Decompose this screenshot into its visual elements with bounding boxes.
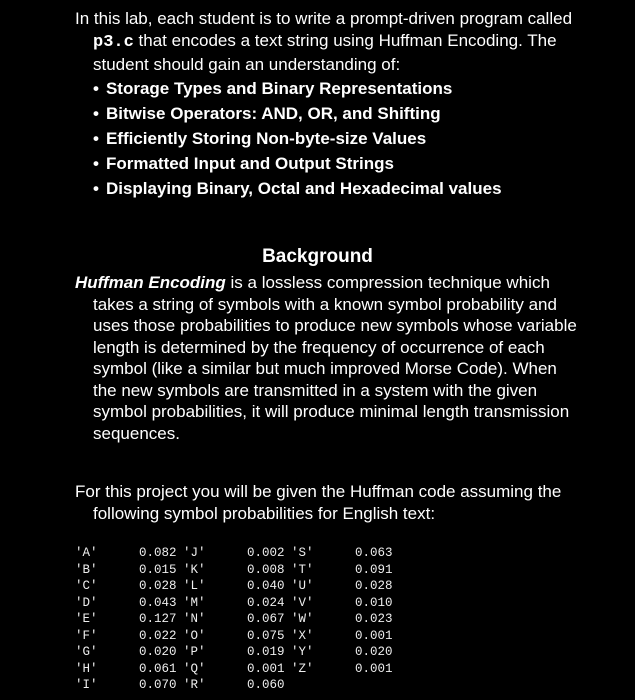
symbol-cell: 'C' [75,579,98,593]
intro-text-start: In this lab, each student is to write a prompt-driven program called [75,9,573,28]
probability-cell: 0.043 [139,595,177,610]
probability-cell: 0.023 [355,612,393,626]
symbol-cell: 'R' [183,678,206,692]
probability-cell: 0.022 [139,628,177,643]
intro-paragraph [75,8,595,76]
table-row [75,545,399,562]
objective-item: • Bitwise Operators: AND, OR, and Shifting [93,101,595,126]
symbol-cell: 'T' [291,562,314,577]
background-paragraph [75,272,583,444]
probability-cell: 0.019 [247,645,285,659]
symbol-cell: 'I' [75,678,98,692]
symbol-cell: 'X' [291,628,314,643]
symbol-cell: 'L' [183,579,206,593]
program-name: p3.c [93,33,134,52]
intro-section [75,8,595,201]
probability-cell: 0.063 [355,546,393,560]
probability-cell: 0.008 [247,562,285,577]
probability-cell: 0.070 [139,678,177,692]
symbol-cell: 'P' [183,645,206,659]
probability-cell: 0.020 [355,645,393,659]
objective-item: • Formatted Input and Output Strings [93,151,595,176]
symbol-cell: 'H' [75,661,98,676]
symbol-cell: 'E' [75,612,98,626]
probability-cell: 0.002 [247,546,285,560]
symbol-cell: 'V' [291,595,314,610]
probability-cell: 0.091 [355,562,393,577]
probability-cell: 0.061 [139,661,177,676]
symbol-cell: 'W' [291,612,314,626]
intro-text-end: that encodes a text string using Huffman Encoding. The student should gain an understanding of: [93,31,557,74]
objective-item: • Efficiently Storing Non-byte-size Values [93,126,595,151]
probability-cell: 0.040 [247,579,285,593]
probability-cell: 0.020 [139,645,177,659]
symbol-cell: 'Z' [291,661,314,676]
symbol-cell [291,677,355,694]
symbol-cell: 'Y' [291,645,314,659]
symbol-cell: 'N' [183,612,206,626]
huffman-term: Huffman Encoding [75,273,226,292]
symbol-cell: 'A' [75,546,98,560]
project-paragraph: For this project you will be given the Huffman code assuming the following symbol probabilities for English text: [75,482,562,523]
table-row [75,661,399,678]
symbol-cell: 'O' [183,628,206,643]
probability-cell: 0.075 [247,628,285,643]
objectives-list [75,76,595,201]
probability-cell: 0.127 [139,612,177,626]
symbol-cell: 'S' [291,546,314,560]
probability-cell: 0.015 [139,562,177,577]
table-row [75,595,399,612]
background-heading: Background [262,246,373,267]
objective-item: • Storage Types and Binary Representations [93,76,595,101]
probability-cell: 0.082 [139,546,177,560]
symbol-cell: 'J' [183,546,206,560]
symbol-cell: 'U' [291,579,314,593]
probability-cell: 0.001 [247,661,285,676]
probability-cell: 0.060 [247,678,285,692]
table-row [75,677,399,694]
symbol-cell: 'B' [75,562,98,577]
probability-cell: 0.010 [355,595,393,610]
probability-table [75,545,399,694]
symbol-cell: 'G' [75,645,98,659]
table-row [75,611,399,628]
probability-cell: 0.001 [355,628,393,643]
objective-item: • Displaying Binary, Octal and Hexadecimal values [93,176,595,201]
symbol-cell: 'M' [183,595,206,610]
probability-cell: 0.028 [139,579,177,593]
probability-cell: 0.001 [355,661,393,676]
symbol-cell: 'F' [75,628,98,643]
probability-cell: 0.028 [355,579,393,593]
table-row [75,562,399,579]
probability-cell [355,677,399,694]
symbol-cell: 'Q' [183,661,206,676]
background-text: is a lossless compression technique which takes a string of symbols with a known symbol probability and uses those probabilities to produce new symbols whose variable length is determined by the frequency of occurrence of each symbol (like a similar but much improved Morse Code). When the new symbols are transmitted in a system with the given symbol probabilities, it will produce minimal length transmission sequences. [93,273,577,443]
symbol-cell: 'D' [75,595,98,610]
table-row [75,628,399,645]
probability-cell: 0.067 [247,612,285,626]
symbol-cell: 'K' [183,562,206,577]
probability-cell: 0.024 [247,595,285,610]
table-row [75,644,399,661]
table-row [75,578,399,595]
